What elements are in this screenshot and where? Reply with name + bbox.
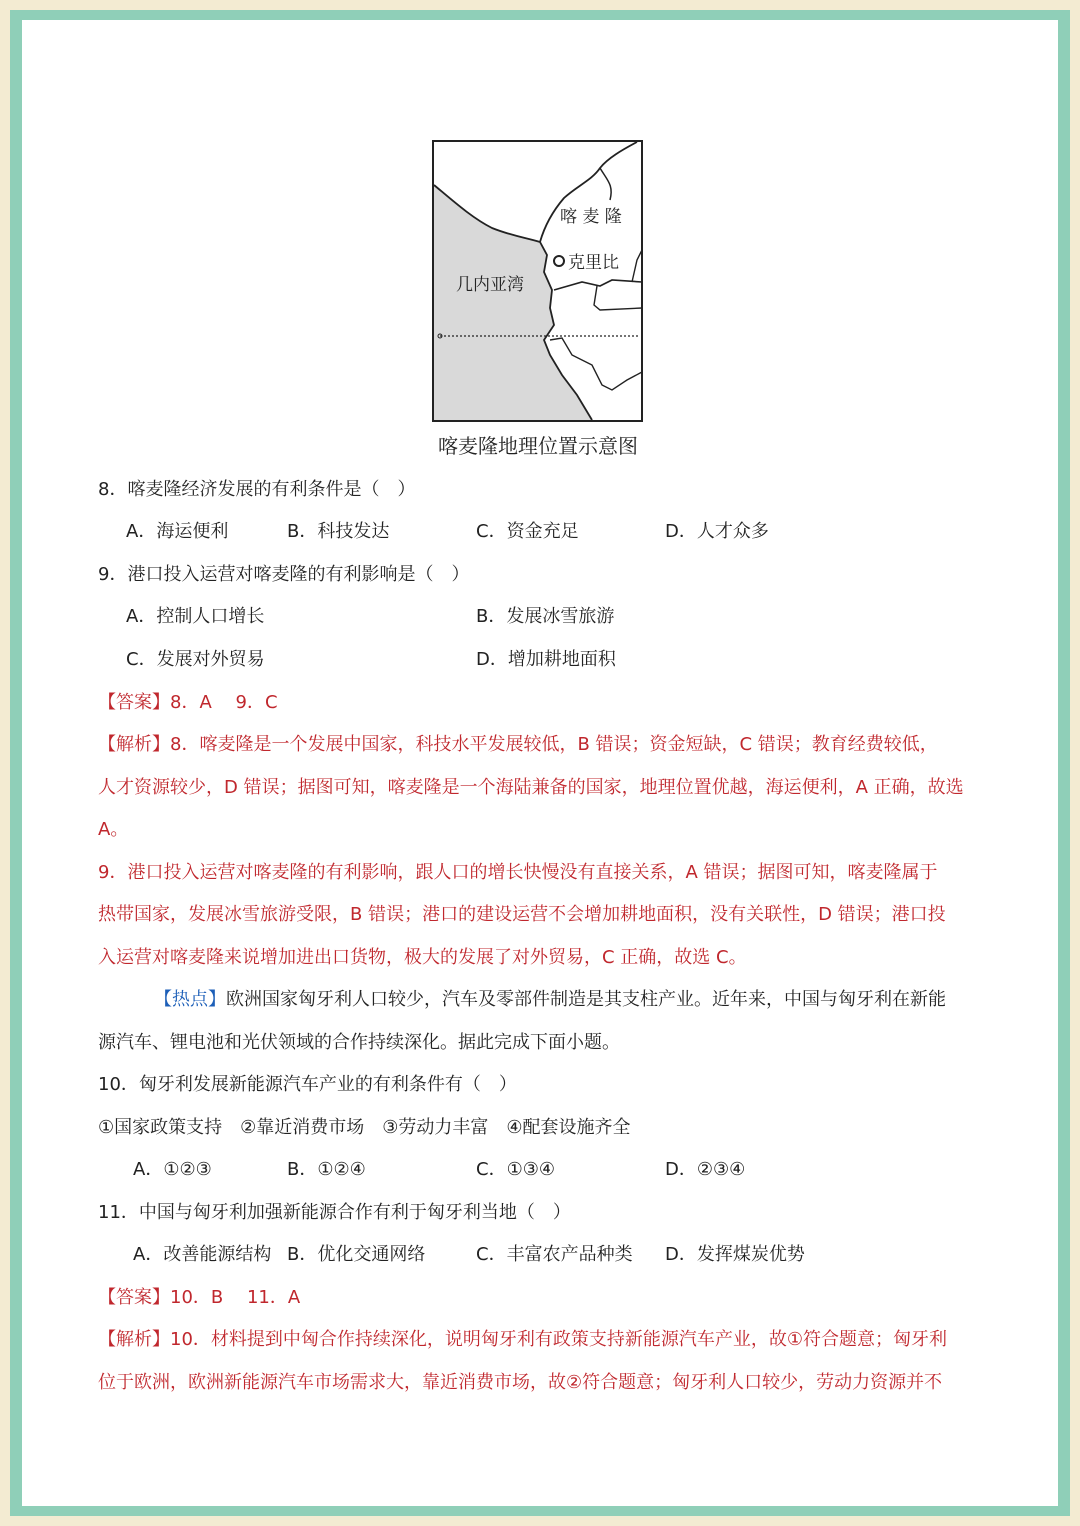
map-caption: 喀麦隆地理位置示意图 <box>438 434 638 458</box>
explanation-line: 【解析】8．喀麦隆是一个发展中国家，科技水平发展较低，B 错误；资金短缺，C 错误；教育经费较低， <box>98 734 938 755</box>
map-label-gulf: 几内亚湾 <box>456 275 524 295</box>
explanation-line: 热带国家，发展冰雪旅游受限，B 错误；港口的建设运营不会增加耕地面积，没有关联性，D 错误；港口投 <box>98 904 946 925</box>
q10-option-b: B．①②④ <box>287 1159 366 1180</box>
q11-option-a: A．改善能源结构 <box>133 1244 272 1265</box>
q9-option-a: A．控制人口增长 <box>126 606 265 627</box>
answer-text: 8．A 9．C <box>170 692 278 713</box>
explanation-line: 9．港口投入运营对喀麦隆的有利影响，跟人口的增长快慢没有直接关系，A 错误；据图可知，喀麦隆属于 <box>98 862 938 883</box>
q11-option-b: B．优化交通网络 <box>287 1244 426 1265</box>
q10-stem: 10．匈牙利发展新能源汽车产业的有利条件有（ ） <box>98 1074 517 1095</box>
q9-option-b: B．发展冰雪旅游 <box>476 606 615 627</box>
kribi-marker <box>554 256 564 266</box>
q10-option-c: C．①③④ <box>476 1159 555 1180</box>
q8-option-d: D．人才众多 <box>665 521 769 542</box>
q11-stem: 11．中国与匈牙利加强新能源合作有利于匈牙利当地（ ） <box>98 1202 571 1223</box>
cameroon-location-map <box>432 140 643 422</box>
q8-option-a: A．海运便利 <box>126 521 229 542</box>
q10-option-a: A．①②③ <box>133 1159 212 1180</box>
q9-stem: 9．港口投入运营对喀麦隆的有利影响是（ ） <box>98 564 470 585</box>
answer-text: 10．B 11．A <box>170 1287 301 1308</box>
explanation-line: 入运营对喀麦隆来说增加进出口货物，极大的发展了对外贸易，C 正确，故选 C。 <box>98 947 747 968</box>
answer-tag: 【答案】 <box>98 692 170 713</box>
q8-stem: 8．喀麦隆经济发展的有利条件是（ ） <box>98 479 416 500</box>
q10-option-d: D．②③④ <box>665 1159 746 1180</box>
q9-option-c: C．发展对外贸易 <box>126 649 265 670</box>
map-label-kribi: 克里比 <box>568 253 619 273</box>
q11-option-d: D．发挥煤炭优势 <box>665 1244 805 1265</box>
q11-option-c: C．丰富农产品种类 <box>476 1244 633 1265</box>
answer-10-11 <box>98 1286 300 1310</box>
explanation-line: A。 <box>98 819 129 840</box>
map-label-cameroon: 喀 麦 隆 <box>560 207 622 227</box>
explanation-line: 【解析】10．材料提到中匈合作持续深化，说明匈牙利有政策支持新能源汽车产业，故①符合题意；匈牙利 <box>98 1329 948 1350</box>
explanation-line: 位于欧洲，欧洲新能源汽车市场需求大，靠近消费市场，故②符合题意；匈牙利人口较少，劳动力资源并不 <box>98 1372 943 1393</box>
q9-option-d: D．增加耕地面积 <box>476 649 616 670</box>
q10-items: ①国家政策支持 ②靠近消费市场 ③劳动力丰富 ④配套设施齐全 <box>98 1117 631 1138</box>
q8-option-b: B．科技发达 <box>287 521 390 542</box>
q8-option-c: C．资金充足 <box>476 521 579 542</box>
answer-8-9 <box>98 691 278 715</box>
hotspot-line <box>154 988 946 1012</box>
hotspot-line-2: 源汽车、锂电池和光伏领域的合作持续深化。据此完成下面小题。 <box>98 1032 620 1053</box>
hotspot-tag: 【热点】 <box>154 989 226 1010</box>
hotspot-text: 欧洲国家匈牙利人口较少，汽车及零部件制造是其支柱产业。近年来，中国与匈牙利在新能 <box>226 989 946 1010</box>
explanation-line: 人才资源较少，D 错误；据图可知，喀麦隆是一个海陆兼备的国家，地理位置优越，海运便利，A 正确，故选 <box>98 777 964 798</box>
answer-tag: 【答案】 <box>98 1287 170 1308</box>
